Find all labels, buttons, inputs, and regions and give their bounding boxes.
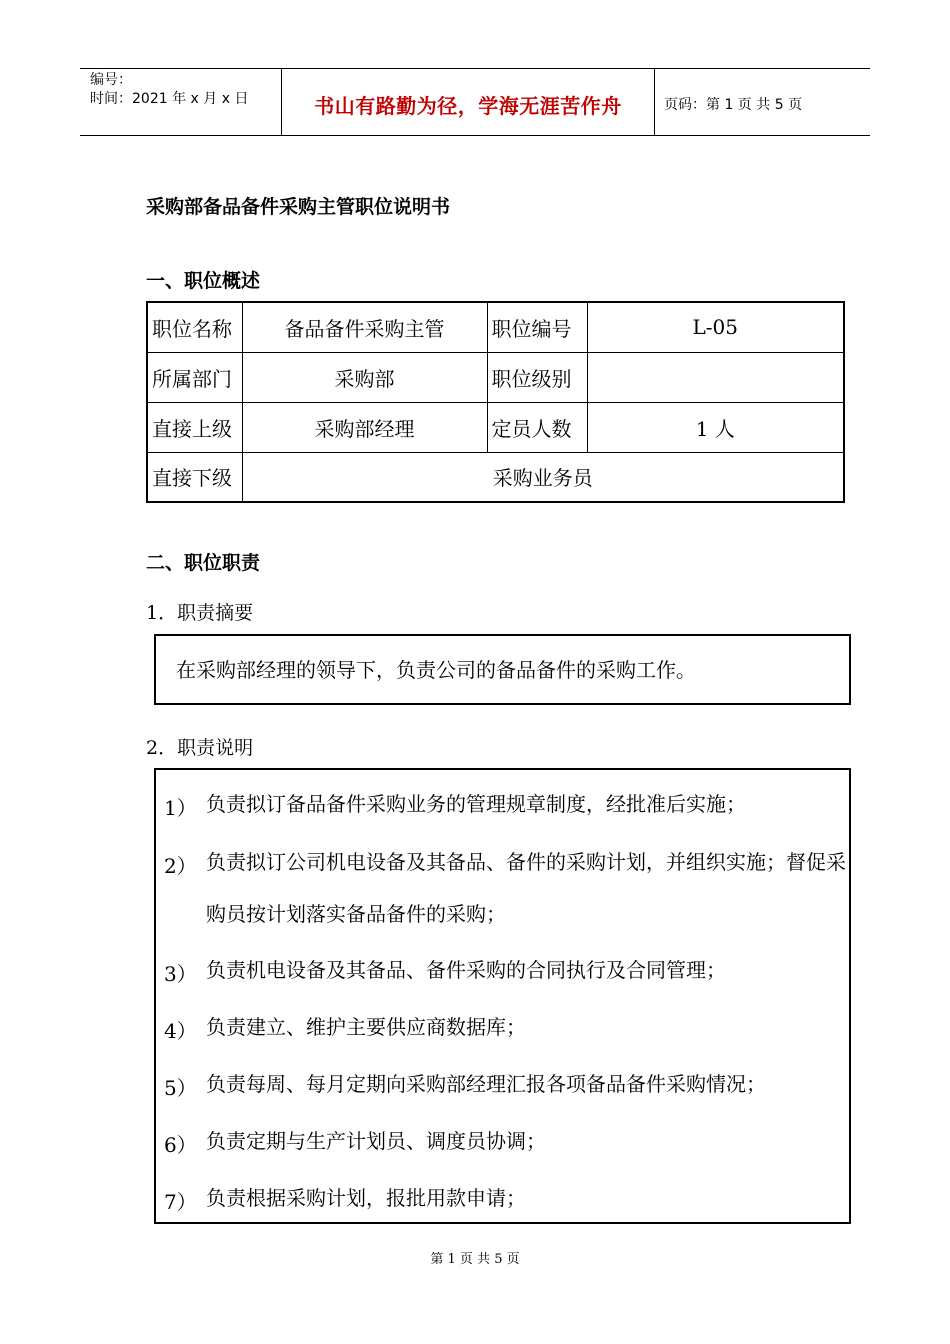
header-top-rule [80,68,870,69]
duty-text: 负责机电设备及其备品、备件采购的合同执行及合同管理； [206,958,726,982]
header-motto: 书山有路勤为径，学海无涯苦作舟 [314,94,622,118]
table-row [147,352,844,402]
summary-box [154,634,851,705]
duties-box [154,768,851,1224]
duties-heading: 2．职责说明 [146,737,254,759]
cell-value: 采购部经理 [242,402,487,452]
duty-number: 6） [164,1133,197,1157]
cell-value [587,352,844,402]
doc-time: 时间：2021 年 x 月 x 日 [90,91,249,107]
document-title: 采购部备品备件采购主管职位说明书 [146,196,451,218]
cell-value: 采购部 [242,352,487,402]
cell-label: 直接上级 [147,402,242,452]
cell-value: 1 人 [587,402,844,452]
cell-value: L-05 [587,302,844,352]
section2-heading: 二、职位职责 [146,552,261,574]
cell-label: 职位级别 [487,352,587,402]
table-row [147,452,844,502]
cell-label: 定员人数 [487,402,587,452]
duty-text: 负责根据采购计划，报批用款申请； [206,1186,526,1210]
header-page-info: 页码：第 1 页 共 5 页 [664,97,803,113]
cell-label: 所属部门 [147,352,242,402]
duty-number: 2） [164,854,197,878]
cell-value: 采购业务员 [242,452,844,502]
doc-number-label: 编号： [90,72,132,88]
table-row [147,302,844,352]
duty-number: 3） [164,962,197,986]
duty-text: 负责建立、维护主要供应商数据库； [206,1015,526,1039]
header-meta [90,71,248,109]
summary-heading: 1．职责摘要 [146,602,254,624]
header-bottom-rule [80,135,870,136]
summary-text: 在采购部经理的领导下，负责公司的备品备件的采购工作。 [176,658,696,682]
header-divider-right [654,68,655,136]
duty-number: 5） [164,1076,197,1100]
cell-label: 职位编号 [487,302,587,352]
duty-text: 负责定期与生产计划员、调度员协调； [206,1129,546,1153]
cell-label: 直接下级 [147,452,242,502]
table-row [147,402,844,452]
cell-label: 职位名称 [147,302,242,352]
duty-text: 负责拟订公司机电设备及其备品、备件的采购计划，并组织实施；督促采购员按计划落实备品备件的采购； [206,850,846,926]
position-overview-table [146,301,845,503]
section1-heading: 一、职位概述 [146,270,261,292]
duty-number: 1） [164,796,197,820]
duty-text: 负责每周、每月定期向采购部经理汇报各项备品备件采购情况； [206,1072,766,1096]
page-footer: 第 1 页 共 5 页 [430,1252,520,1267]
duty-text: 负责拟订备品备件采购业务的管理规章制度，经批准后实施； [206,792,746,816]
cell-value: 备品备件采购主管 [242,302,487,352]
duty-number: 4） [164,1019,197,1043]
duty-number: 7） [164,1190,197,1214]
